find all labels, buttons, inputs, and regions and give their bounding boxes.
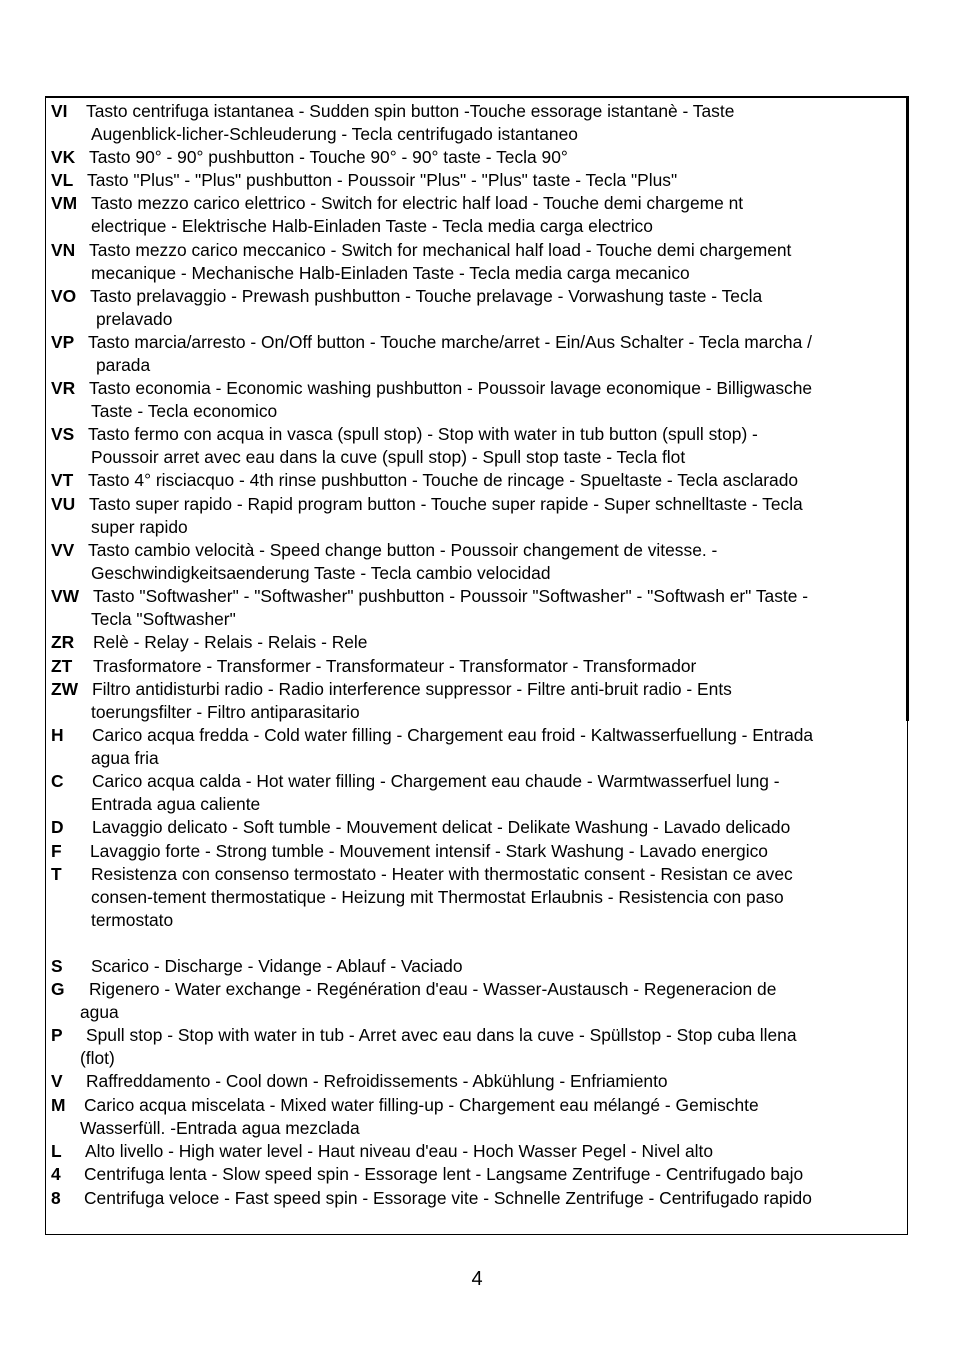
entry-description-line: Lavaggio forte - Strong tumble - Mouvement intensif - Stark Washung - Lavado energico <box>90 841 768 861</box>
entry-code: V <box>51 1071 63 1091</box>
entry-description-line: toerungsfilter - Filtro antiparasitario <box>91 702 360 722</box>
entry-code: ZW <box>51 679 79 699</box>
entry-description-line: Tasto "Plus" - "Plus" pushbutton - Poussoir "Plus" - "Plus" taste - Tecla "Plus" <box>87 170 678 190</box>
entry-description-line: Geschwindigkeitsaenderung Taste - Tecla cambio velocidad <box>91 563 551 583</box>
entry-code: ZR <box>51 632 75 652</box>
entry-description-line: Tasto economia - Economic washing pushbutton - Poussoir lavage economique - Billigwasche <box>89 378 813 398</box>
entry-code: VR <box>51 378 76 398</box>
entry-description-line: parada <box>96 355 151 375</box>
entry-code: T <box>51 864 62 884</box>
entry-description-line: (flot) <box>80 1048 115 1068</box>
entry-description-line: termostato <box>91 910 174 930</box>
entry-description-line: Tasto 90° - 90° pushbutton - Touche 90° - 90° taste - Tecla 90° <box>89 147 568 167</box>
entry-description-line: Tasto 4° risciacquo - 4th rinse pushbutton - Touche de rincage - Spueltaste - Tecla asclarado <box>88 470 799 490</box>
entry-code: VV <box>51 540 75 560</box>
entry-code: VM <box>51 193 78 213</box>
entry-description-line: prelavado <box>96 309 173 329</box>
entry-code: VO <box>51 286 77 306</box>
entry-description-line: Tasto mezzo carico elettrico - Switch for electric half load - Touche demi chargeme nt <box>91 193 744 213</box>
entry-code: 4 <box>51 1164 61 1184</box>
page-number: 4 <box>471 1268 483 1290</box>
entry-description-line: electrique - Elektrische Halb-Einladen Taste - Tecla media carga electrico <box>91 216 653 236</box>
entry-description-line: Centrifuga veloce - Fast speed spin - Essorage vite - Schnelle Zentrifuge - Centrifugado rapido <box>84 1188 812 1208</box>
entry-description-line: Tasto mezzo carico meccanico - Switch for mechanical half load - Touche demi chargement <box>89 240 792 260</box>
entry-code: D <box>51 817 64 837</box>
entry-description-line: super rapido <box>91 517 188 537</box>
entry-code: H <box>51 725 64 745</box>
legend-frame-right-border <box>906 96 909 721</box>
entry-description-line: Tasto centrifuga istantanea - Sudden spin button -Touche essorage istantanè - Taste <box>86 101 735 121</box>
entry-code: VL <box>51 170 74 190</box>
entry-description-line: Tasto prelavaggio - Prewash pushbutton - Touche prelavage - Vorwashung taste - Tecla <box>90 286 763 306</box>
entry-code: VT <box>51 470 74 490</box>
entry-description-line: agua fria <box>91 748 159 768</box>
entry-code: VI <box>51 101 68 121</box>
entry-description-line: Tecla "Softwasher" <box>91 609 236 629</box>
entry-description-line: Raffreddamento - Cool down - Refroidissements - Abkühlung - Enfriamiento <box>86 1071 668 1091</box>
entry-description-line: Carico acqua miscelata - Mixed water filling-up - Chargement eau mélangé - Gemischte <box>84 1095 759 1115</box>
entry-description-line: Taste - Tecla economico <box>91 401 278 421</box>
entry-code: 8 <box>51 1188 61 1208</box>
legend-frame-top-border <box>45 96 909 98</box>
entry-code: VW <box>51 586 80 606</box>
entry-description-line: Tasto fermo con acqua in vasca (spull stop) - Stop with water in tub button (spull stop) - <box>88 424 758 444</box>
entry-description-line: Tasto "Softwasher" - "Softwasher" pushbutton - Poussoir "Softwasher" - "Softwash er" Taste - <box>93 586 809 606</box>
entry-description-line: Wasserfüll. -Entrada agua mezclada <box>80 1118 360 1138</box>
entry-description-line: Spull stop - Stop with water in tub - Arret avec eau dans la cuve - Spüllstop - Stop cuba llena <box>86 1025 797 1045</box>
entry-description-line: Entrada agua caliente <box>91 794 261 814</box>
entry-description-line: Lavaggio delicato - Soft tumble - Mouvement delicat - Delikate Washung - Lavado delicado <box>92 817 791 837</box>
entry-description-line: Alto livello - High water level - Haut niveau d'eau - Hoch Wasser Pegel - Nivel alto <box>85 1141 714 1161</box>
entry-code: C <box>51 771 64 791</box>
entry-code: L <box>51 1141 62 1161</box>
entry-description-line: Relè - Relay - Relais - Relais - Rele <box>93 632 368 652</box>
entry-code: ZT <box>51 656 73 676</box>
entry-description-line: Augenblick-licher-Schleuderung - Tecla centrifugado istantaneo <box>91 124 578 144</box>
entry-description-line: Tasto cambio velocità - Speed change button - Poussoir changement de vitesse. - <box>88 540 718 560</box>
entry-description-line: Trasformatore - Transformer - Transformateur - Transformator - Transformador <box>93 656 697 676</box>
entry-code: VS <box>51 424 75 444</box>
entry-code: S <box>51 956 63 976</box>
entry-description-line: Carico acqua calda - Hot water filling - Chargement eau chaude - Warmtwasserfuel lung - <box>92 771 780 791</box>
entry-code: VU <box>51 494 76 514</box>
entry-description-line: Centrifuga lenta - Slow speed spin - Essorage lent - Langsame Zentrifuge - Centrifugado bajo <box>84 1164 804 1184</box>
entry-code: M <box>51 1095 66 1115</box>
entry-description-line: Tasto super rapido - Rapid program button - Touche super rapide - Super schnelltaste - Tecla <box>89 494 803 514</box>
entry-description-line: Resistenza con consenso termostato - Heater with thermostatic consent - Resistan ce avec <box>91 864 793 884</box>
entry-description-line: Poussoir arret avec eau dans la cuve (spull stop) - Spull stop taste - Tecla flot <box>91 447 686 467</box>
entry-code: VP <box>51 332 75 352</box>
entry-description-line: Filtro antidisturbi radio - Radio interference suppressor - Filtre anti-bruit radio - Ents <box>92 679 732 699</box>
entry-description-line: Scarico - Discharge - Vidange - Ablauf - Vaciado <box>91 956 463 976</box>
entry-code: G <box>51 979 65 999</box>
entry-code: P <box>51 1025 63 1045</box>
entry-description-line: Rigenero - Water exchange - Regénération d'eau - Wasser-Austausch - Regeneracion de <box>89 979 777 999</box>
entry-description-line: Carico acqua fredda - Cold water filling - Chargement eau froid - Kaltwasserfuellung - Entrada <box>92 725 814 745</box>
entry-description-line: agua <box>80 1002 119 1022</box>
entry-description-line: consen-tement thermostatique - Heizung mit Thermostat Erlaubnis - Resistencia con paso <box>91 887 784 907</box>
entry-code: VN <box>51 240 76 260</box>
entry-description-line: mecanique - Mechanische Halb-Einladen Taste - Tecla media carga mecanico <box>91 263 690 283</box>
entry-code: F <box>51 841 62 861</box>
entry-code: VK <box>51 147 76 167</box>
entry-description-line: Tasto marcia/arresto - On/Off button - Touche marche/arret - Ein/Aus Schalter - Tecla marcha / <box>88 332 812 352</box>
